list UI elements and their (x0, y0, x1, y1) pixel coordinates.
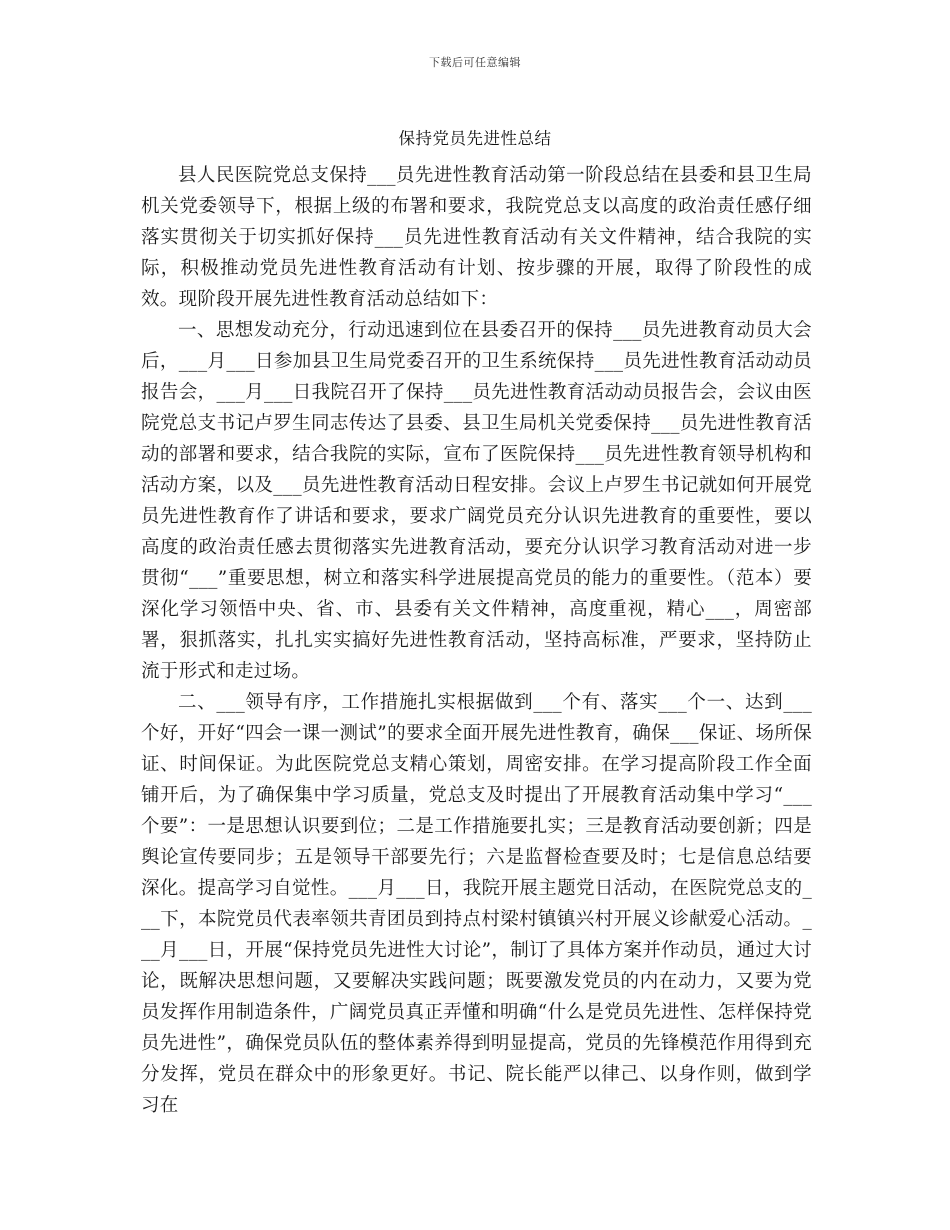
document-title: 保持党员先进性总结 (398, 129, 552, 148)
paragraph-section-1: 一、思想发动充分，行动迅速到位在县委召开的保持___员先进教育动员大会后，___月___日参加县卫生局党委召开的卫生系统保持___员先进性教育活动动员报告会，___月___日我院召开了保持___员先进性教育活动动员报告会，会议由医院党总支书记卢罗生同志传达了县委、县卫生局机关党委保持___员先进性教育活动的部署和要求，结合我院的实际，宣布了医院保持___员先进性教育领导机构和活动方案，以及___员先进性教育活动日程安排。会议上卢罗生书记就如何开展党员先进性教育作了讲话和要求，要求广阔党员充分认识先进教育的重要性，要以高度的政治责任感去贯彻落实先进教育活动，要充分认识学习教育活动对进一步贯彻“___”重要思想，树立和落实科学进展提高党员的能力的重要性。（范本）要深化学习领悟中央、省、市、县委有关文件精神，高度重视，精心___，周密部署，狠抓落实，扎扎实实搞好先进性教育活动，坚持高标准，严要求，坚持防止流于形式和走过场。 (141, 320, 812, 682)
paragraph-section-2: 二、___领导有序，工作措施扎实根据做到___个有、落实___个一、达到___个好，开好“四会一课一测试”的要求全面开展先进性教育，确保___保证、场所保证、时间保证。为此医院党总支精心策划，周密安排。在学习提高阶段工作全面铺开后，为了确保集中学习质量，党总支及时提出了开展教育活动集中学习“___个要”：一是思想认识要到位；二是工作措施要扎实；三是教育活动要创新；四是舆论宣传要同步；五是领导干部要先行；六是监督检查要及时；七是信息总结要深化。提高学习自觉性。___月___日，我院开展主题党日活动，在医院党总支的___下，本院党员代表率领共青团员到持点村梁村镇镇兴村开展义诊献爱心活动。___月___日，开展“保持党员先进性大讨论”，制订了具体方案并作动员，通过大讨论，既解决思想问题，又要解决实践问题；既要激发党员的内在动力，又要为党员发挥作用制造条件，广阔党员真正弄懂和明确“什么是党员先进性、怎样保持党员先进性”，确保党员队伍的整体素养得到明显提高，党员的先锋模范作用得到充分发挥，党员在群众中的形象更好。书记、院长能严以律己、以身作则，做到学习在 (141, 692, 812, 1116)
document-body (141, 160, 812, 1121)
paragraph-intro: 县人民医院党总支保持___员先进性教育活动第一阶段总结在县委和县卫生局机关党委领导下，根据上级的布署和要求，我院党总支以高度的政治责任感仔细落实贯彻关于切实抓好保持___员先进性教育活动有关文件精神，结合我院的实际，积极推动党员先进性教育活动有计划、按步骤的开展，取得了阶段性的成效。现阶段开展先进性教育活动总结如下： (141, 165, 812, 310)
header-note: 下载后可任意编辑 (429, 56, 521, 69)
